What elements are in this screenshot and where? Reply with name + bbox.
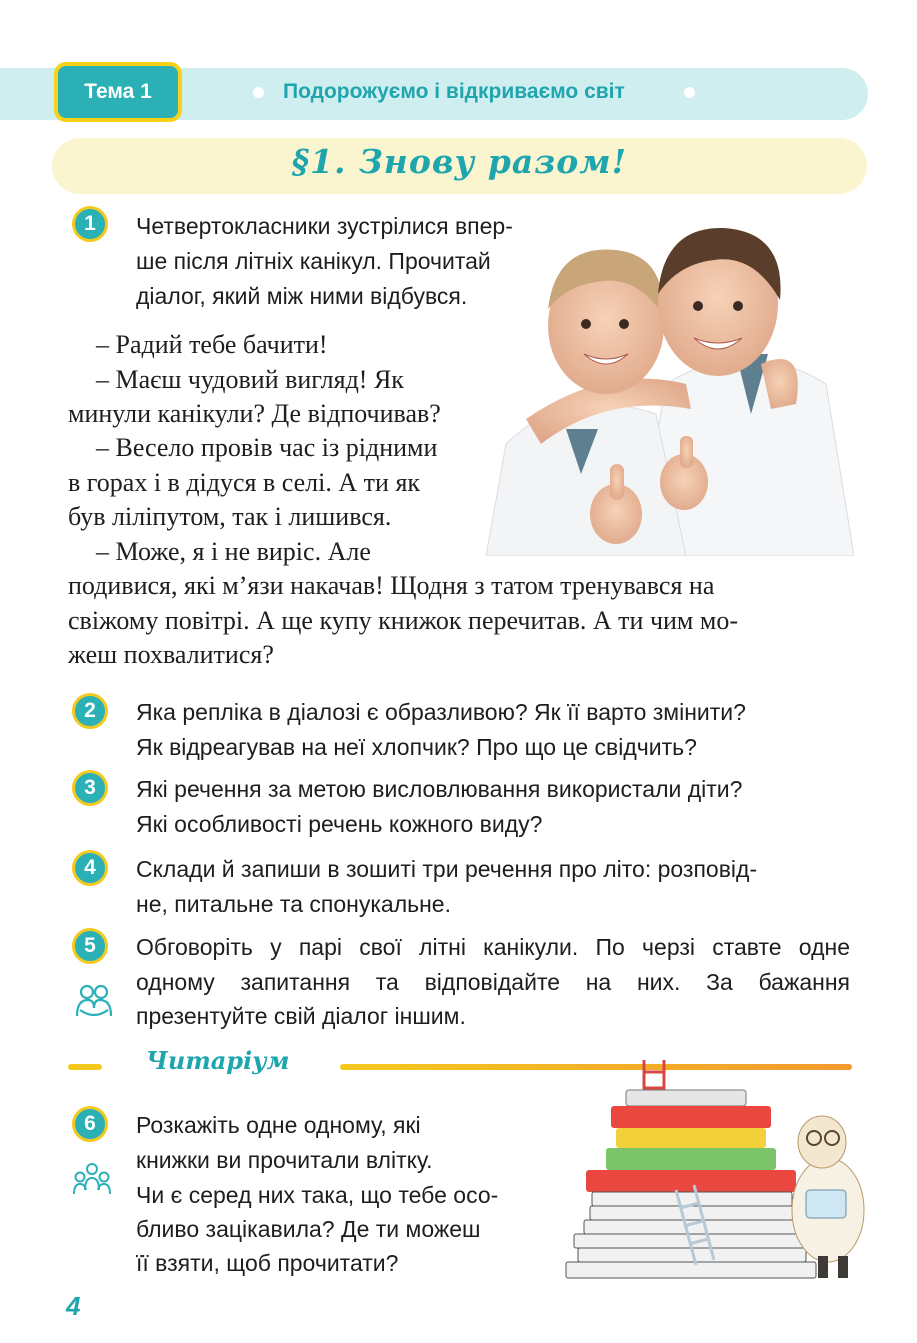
dialogue-line: жеш похвалитися? bbox=[68, 640, 274, 669]
topic-badge: Тема 1 bbox=[54, 62, 182, 122]
header-dot-left bbox=[253, 87, 264, 98]
pair-work-icon bbox=[74, 982, 114, 1022]
group-work-icon bbox=[72, 1162, 112, 1196]
section-divider-left bbox=[68, 1064, 102, 1070]
dialogue-line: – Радий тебе бачити! bbox=[96, 330, 328, 359]
task-2-line: Як відреагував на неї хлопчик? Про що це свідчить? bbox=[136, 734, 697, 760]
task-5-line: одному запитання та відповідайте на них. За бажання bbox=[136, 969, 850, 995]
task-6-line: бливо зацікавила? Де ти можеш bbox=[136, 1216, 481, 1242]
topic-title: Подорожуємо і відкриваємо світ bbox=[283, 80, 625, 103]
header-dot-right bbox=[684, 87, 695, 98]
dialogue-line: свіжому повітрі. А ще купу книжок перечитав. А ти чим мо- bbox=[68, 606, 738, 635]
task-number-badge: 6 bbox=[72, 1106, 108, 1142]
task-1-line: ше після літніх канікул. Прочитай bbox=[136, 248, 491, 274]
task-3-line: Які речення за метою висловлювання використали діти? bbox=[136, 776, 743, 802]
dialogue-line: – Може, я і не виріс. Але bbox=[96, 537, 371, 566]
task-6-line: її взяти, щоб прочитати? bbox=[136, 1250, 399, 1276]
task-number-badge: 5 bbox=[72, 928, 108, 964]
dialogue-line: минули канікули? Де відпочивав? bbox=[68, 399, 441, 428]
task-number-badge: 1 bbox=[72, 206, 108, 242]
task-6-line: книжки ви прочитали влітку. bbox=[136, 1147, 433, 1173]
task-1-line: діалог, який між ними відбувся. bbox=[136, 283, 468, 309]
task-5-line: презентуйте свій діалог іншим. bbox=[136, 1003, 466, 1029]
task-1-line: Четвертокласники зустрілися впер- bbox=[136, 213, 513, 239]
task-3-line: Які особливості речень кожного виду? bbox=[136, 811, 543, 837]
section-label: Читаріум bbox=[146, 1046, 290, 1075]
dialogue-line: подивися, які м’язи накачав! Щодня з татом тренувався на bbox=[68, 571, 715, 600]
books-sheep-illustration bbox=[556, 1060, 868, 1282]
dialogue-line: був ліліпутом, так і лишився. bbox=[68, 502, 392, 531]
dialogue-line: в горах і в дідуся в селі. А ти як bbox=[68, 468, 421, 497]
task-6-line: Розкажіть одне одному, які bbox=[136, 1112, 421, 1138]
paragraph-title: §1. Знову разом! bbox=[291, 142, 628, 181]
dialogue-line: – Весело провів час із рідними bbox=[96, 433, 438, 462]
task-number-badge: 2 bbox=[72, 693, 108, 729]
task-4-line: не, питальне та спонукальне. bbox=[136, 891, 451, 917]
task-4-line: Склади й запиши в зошиті три речення про літо: розповід- bbox=[136, 856, 758, 882]
task-5-line: Обговоріть у парі свої літні канікули. По черзі ставте одне bbox=[136, 934, 850, 960]
task-2-line: Яка репліка в діалозі є образливою? Як її варто змінити? bbox=[136, 699, 746, 725]
page-number: 4 bbox=[66, 1291, 81, 1321]
dialogue-line: – Маєш чудовий вигляд! Як bbox=[96, 365, 404, 394]
task-number-badge: 4 bbox=[72, 850, 108, 886]
task-6-line: Чи є серед них така, що тебе осо- bbox=[136, 1182, 499, 1208]
two-boys-illustration bbox=[486, 214, 854, 556]
task-number-badge: 3 bbox=[72, 770, 108, 806]
